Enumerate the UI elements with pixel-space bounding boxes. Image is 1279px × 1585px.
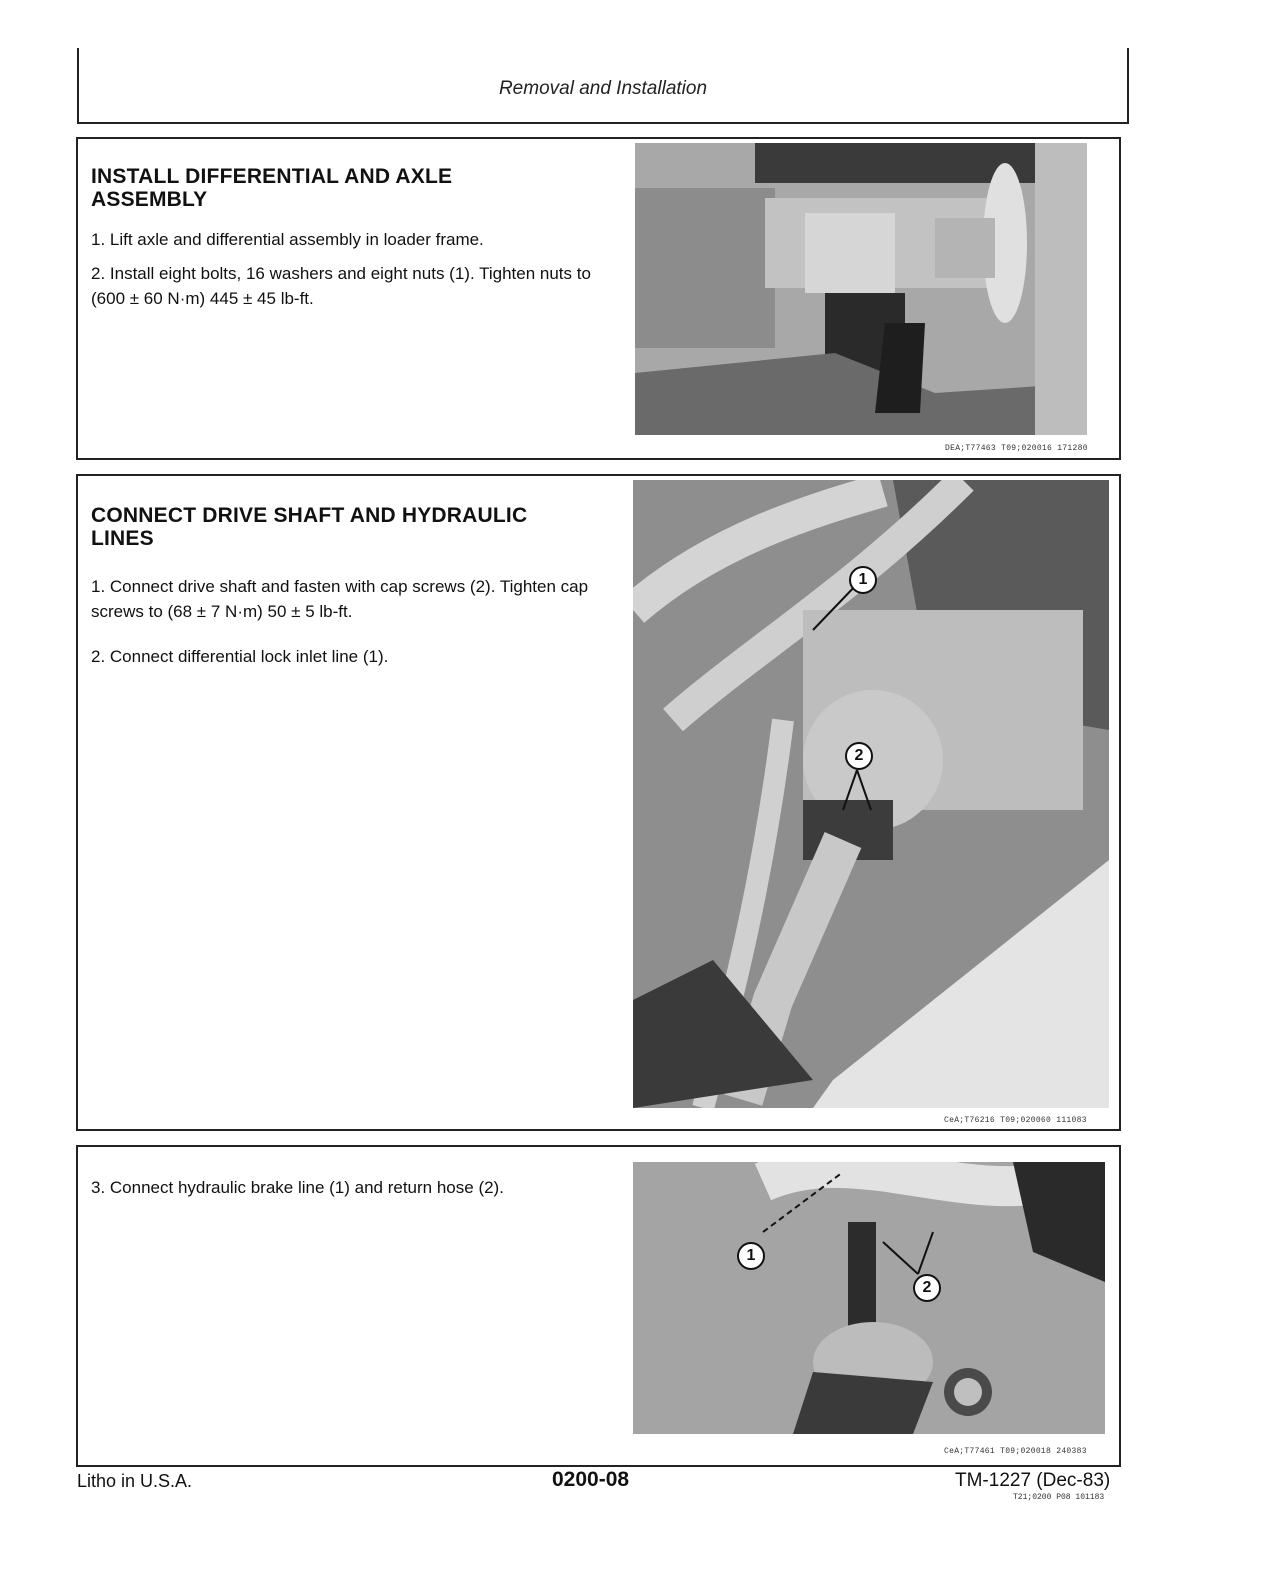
photo-reference: CeA;T77461 T09;020018 240383 [944, 1447, 1087, 1456]
header-title: Removal and Installation [498, 78, 708, 99]
page-header [77, 48, 1129, 124]
photo-brake-line [633, 1162, 1105, 1434]
section-connect-drive-shaft [76, 474, 1121, 1131]
section-title-line: ASSEMBLY [91, 188, 208, 211]
section-install-differential [76, 137, 1121, 460]
step-text: 1. Connect drive shaft and fasten with cap screws (2). Tighten cap screws to (68 ± 7 N·m) 50 ± 5 lb-ft. [91, 577, 589, 621]
page-number: 0200-08 [552, 1468, 630, 1491]
step-text: 1. Lift axle and differential assembly in loader frame. [91, 230, 484, 249]
section-title-line: CONNECT DRIVE SHAFT AND HYDRAULIC [91, 504, 528, 527]
section-title [91, 165, 611, 211]
callout-2: 2 [913, 1274, 941, 1302]
photo-drive-shaft [633, 480, 1109, 1108]
callout-2: 2 [845, 742, 873, 770]
step-text: 2. Install eight bolts, 16 washers and eight nuts (1). Tighten nuts to (600 ± 60 N·m) 445 ± 45 lb-ft. [91, 264, 591, 308]
callout-1: 1 [737, 1242, 765, 1270]
section-title-line: LINES [91, 527, 154, 550]
photo-axle-assembly [635, 143, 1087, 435]
step-text: 3. Connect hydraulic brake line (1) and return hose (2). [91, 1178, 504, 1197]
manual-number: TM-1227 (Dec-83) [955, 1470, 1111, 1491]
callout-1: 1 [849, 566, 877, 594]
footer-reference: T21;0200 P08 101183 [1013, 1493, 1105, 1502]
section-title [91, 504, 611, 550]
photo-reference: DEA;T77463 T09;020016 171280 [945, 444, 1088, 453]
section-title-line: INSTALL DIFFERENTIAL AND AXLE [91, 165, 453, 188]
photo-reference: CeA;T76216 T09;020060 111083 [944, 1116, 1087, 1125]
step-text: 2. Connect differential lock inlet line (1). [91, 647, 389, 666]
section-connect-brake-line [76, 1145, 1121, 1467]
footer-litho: Litho in U.S.A. [77, 1471, 193, 1491]
